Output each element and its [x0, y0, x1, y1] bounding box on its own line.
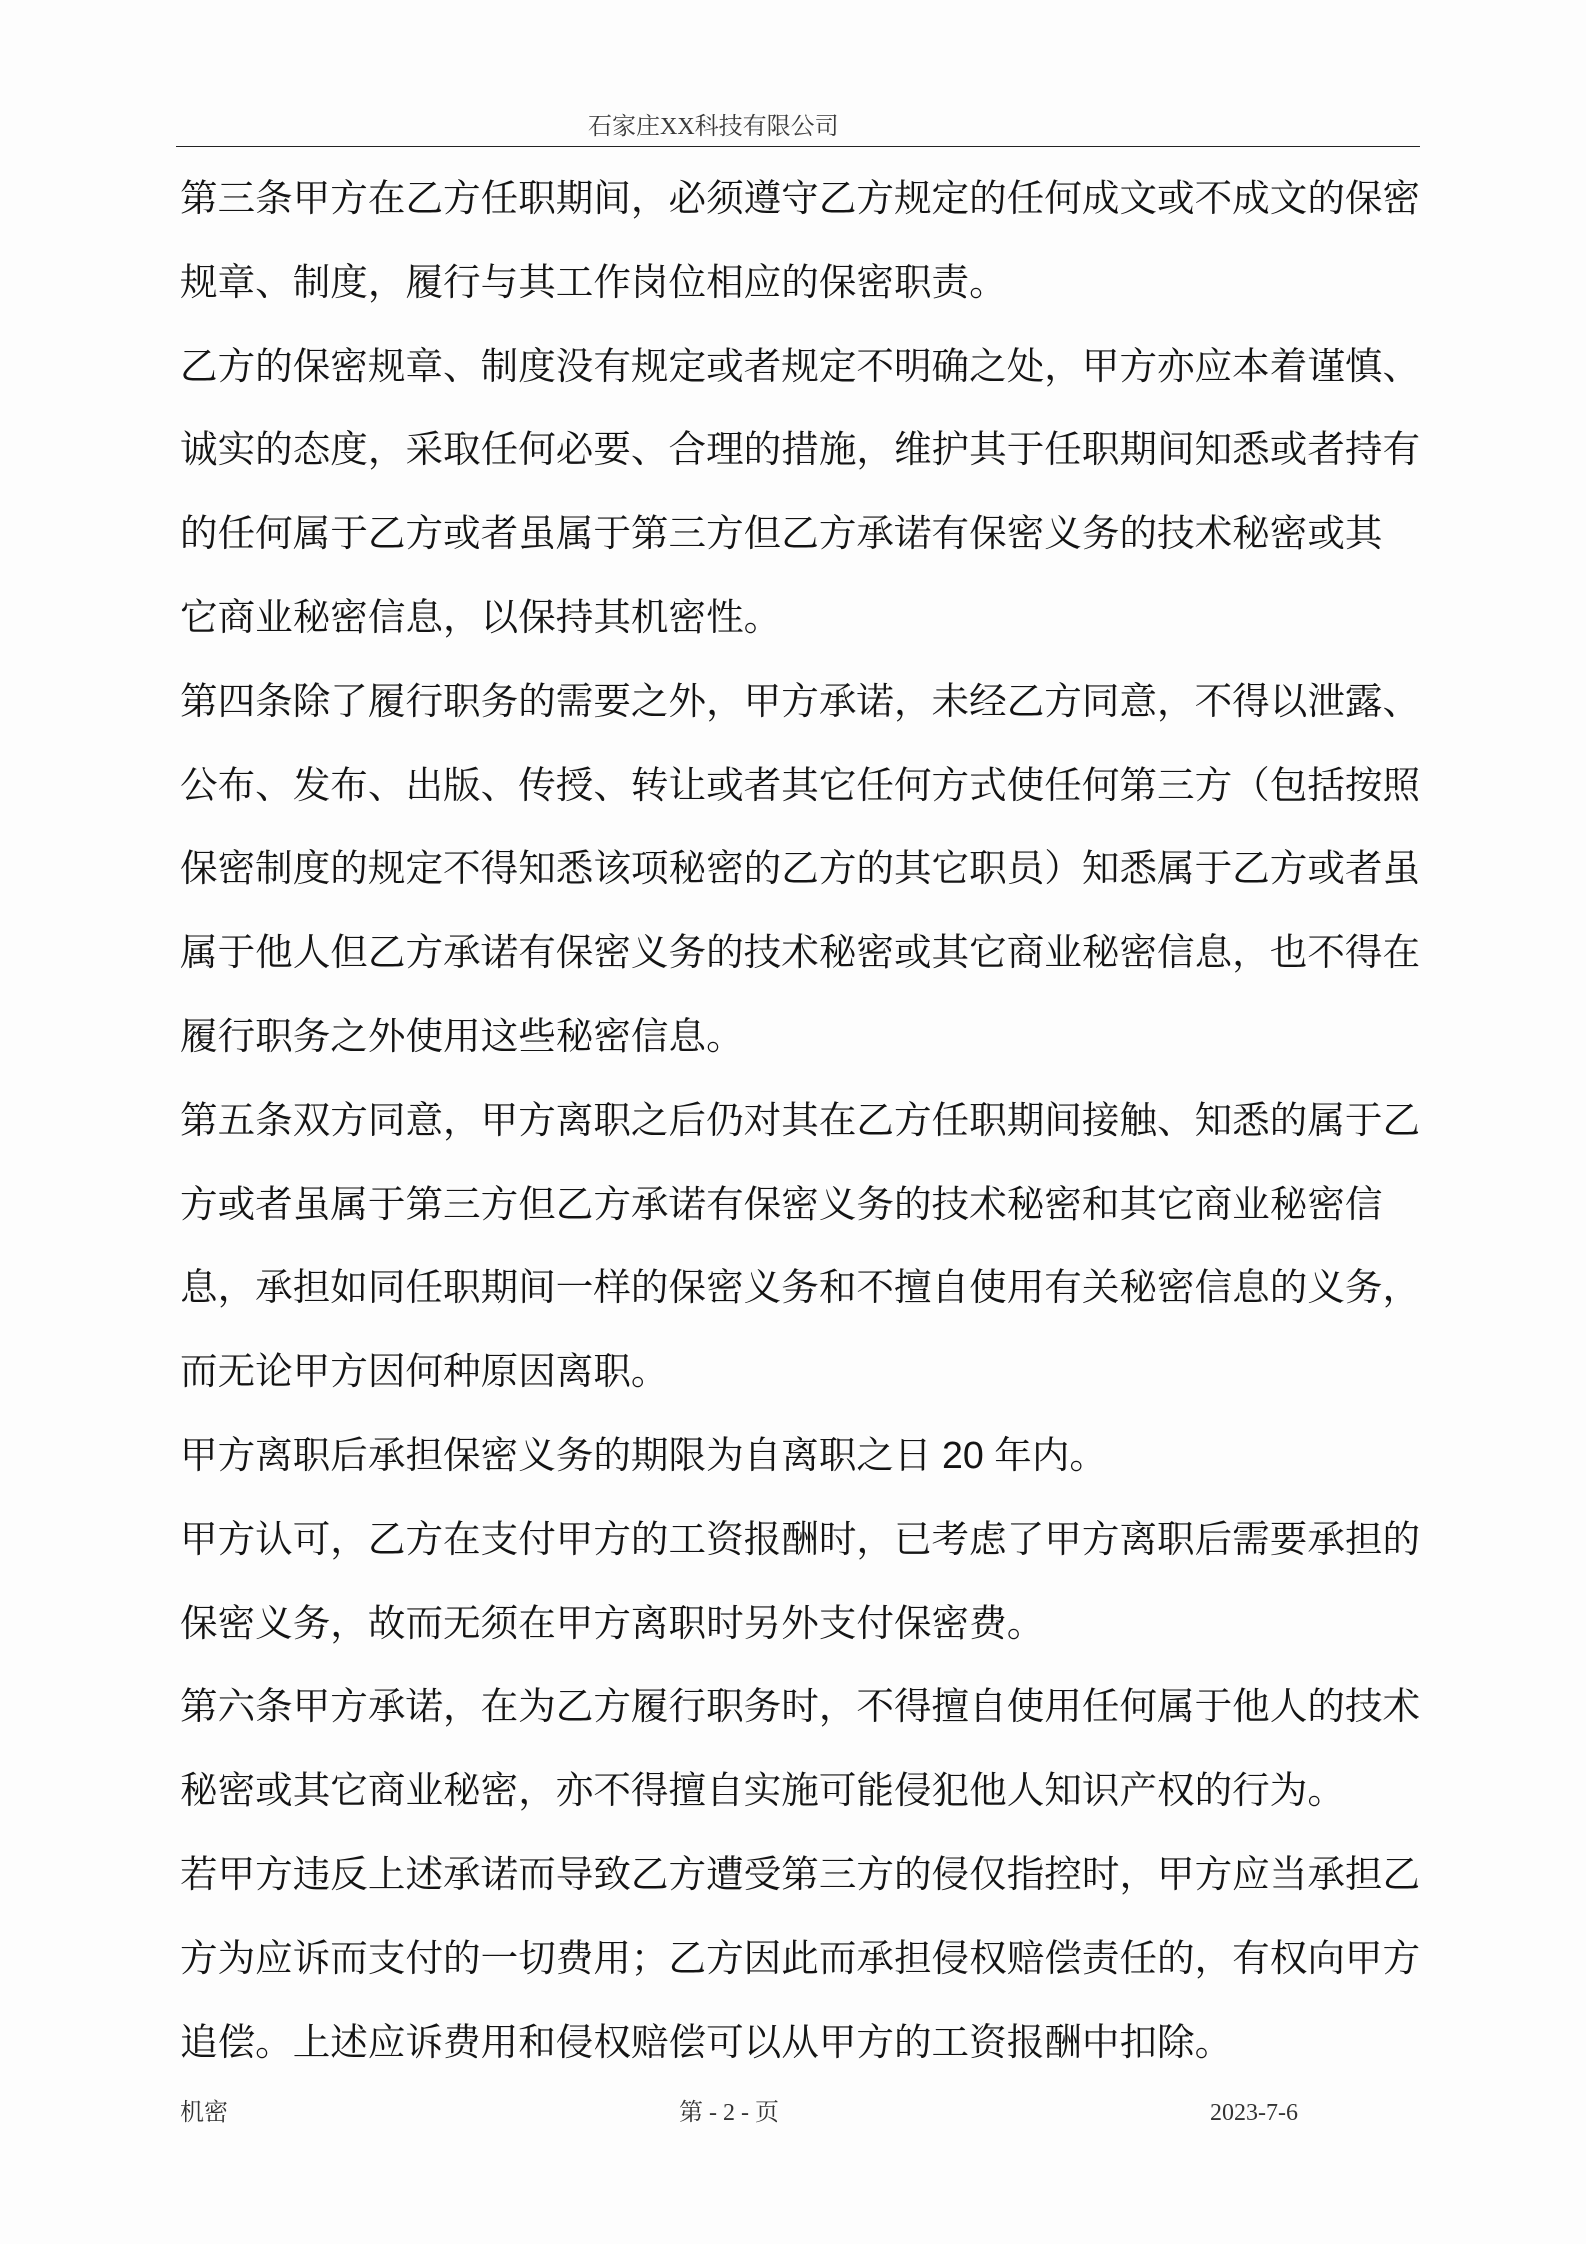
- paragraph-line: 若甲方违反上述承诺而导致乙方遭受第三方的侵仅指控时，甲方应当承担乙: [180, 1852, 1421, 1895]
- paragraph-line: 乙方的保密规章、制度没有规定或者规定不明确之处，甲方亦应本着谨慎、: [180, 344, 1421, 387]
- paragraph-line: 第五条双方同意，甲方离职之后仍对其在乙方任职期间接触、知悉的属于乙: [180, 1098, 1421, 1141]
- paragraph-article-4: [180, 660, 1442, 1079]
- paragraph-line: 保密制度的规定不得知悉该项秘密的乙方的其它职员）知悉属于乙方或者虽: [180, 847, 1421, 890]
- paragraph-line: 方为应诉而支付的一切费用；乙方因此而承担侵权赔偿责任的，有权向甲方: [180, 1936, 1421, 1979]
- paragraph-line: 它商业秘密信息，以保持其机密性。: [180, 595, 782, 638]
- document-body: [180, 157, 1442, 2084]
- paragraph-infringement-liability: [180, 1833, 1442, 2084]
- paragraph-line: 公布、发布、出版、传授、转让或者其它任何方式使任何第三方（包括按照: [180, 763, 1421, 806]
- page-header-company: 石家庄XX科技有限公司: [588, 114, 839, 140]
- paragraph-line: 属于他人但乙方承诺有保密义务的技术秘密或其它商业秘密信息，也不得在: [180, 931, 1421, 974]
- header-divider: [176, 146, 1420, 147]
- paragraph-line: 追偿。上述应诉费用和侵权赔偿可以从甲方的工资报酬中扣除。: [180, 2020, 1233, 2063]
- paragraph-line: 方或者虽属于第三方但乙方承诺有保密义务的技术秘密和其它商业秘密信: [180, 1182, 1383, 1225]
- paragraph-line: 甲方离职后承担保密义务的期限为自离职之日 20 年内。: [180, 1433, 1107, 1476]
- paragraph-article-5: [180, 1079, 1442, 1414]
- paragraph-line: 的任何属于乙方或者虽属于第三方但乙方承诺有保密义务的技术秘密或其: [180, 512, 1383, 555]
- paragraph-article-6: [180, 1665, 1442, 1833]
- paragraph-line: 而无论甲方因何种原因离职。: [180, 1350, 669, 1393]
- paragraph-line: 保密义务，故而无须在甲方离职时另外支付保密费。: [180, 1601, 1045, 1644]
- paragraph-line: 诚实的态度，采取任何必要、合理的措施，维护其于任职期间知悉或者持有: [180, 428, 1421, 471]
- paragraph-line: 息，承担如同任职期间一样的保密义务和不擅自使用有关秘密信息的义务，: [180, 1266, 1421, 1309]
- paragraph-line: 第四条除了履行职务的需要之外，甲方承诺，未经乙方同意，不得以泄露、: [180, 679, 1421, 722]
- paragraph-line: 规章、制度，履行与其工作岗位相应的保密职责。: [180, 260, 1007, 303]
- footer-date: 2023-7-6: [1210, 2100, 1298, 2126]
- paragraph-confidentiality-term: [180, 1414, 1442, 1498]
- paragraph-line: 甲方认可，乙方在支付甲方的工资报酬时，已考虑了甲方离职后需要承担的: [180, 1517, 1421, 1560]
- paragraph-article-3: [180, 157, 1442, 325]
- paragraph-line: 第三条甲方在乙方任职期间，必须遵守乙方规定的任何成文或不成文的保密: [180, 177, 1421, 219]
- paragraph-line: 第六条甲方承诺，在为乙方履行职务时，不得擅自使用任何属于他人的技术: [180, 1685, 1421, 1728]
- paragraph-article-3-supplement: [180, 325, 1442, 660]
- paragraph-line: 秘密或其它商业秘密，亦不得擅自实施可能侵犯他人知识产权的行为。: [180, 1769, 1345, 1812]
- footer-confidential-label: 机密: [180, 2100, 228, 2126]
- paragraph-compensation-acknowledgement: [180, 1498, 1442, 1666]
- paragraph-line: 履行职务之外使用这些秘密信息。: [180, 1014, 744, 1057]
- footer-page-number: 第 - 2 - 页: [679, 2100, 779, 2126]
